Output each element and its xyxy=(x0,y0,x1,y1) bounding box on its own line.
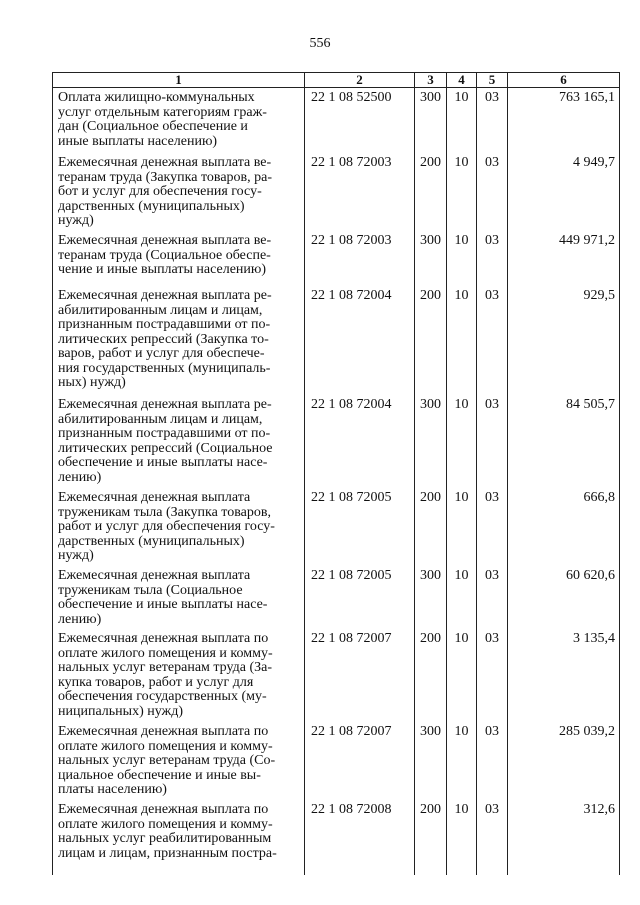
row-amount: 3 135,4 xyxy=(508,629,620,722)
description-line: циальное обеспечение и иные вы- xyxy=(58,767,261,783)
description-line: дарственных (муниципальных) xyxy=(58,198,245,214)
row-subsection: 03 xyxy=(477,722,508,800)
table-row xyxy=(53,488,620,566)
description-line: обеспечения государственных (му- xyxy=(58,689,267,704)
description-line: Ежемесячная денежная выплата по xyxy=(58,724,269,739)
description-line: ния государственных (муниципаль- xyxy=(58,360,271,376)
row-section: 10 xyxy=(447,88,477,154)
description-line: ных) нужд) xyxy=(58,375,126,390)
description-line: Оплата жилищно-коммунальных xyxy=(58,90,255,105)
description-line: признанным пострадавшими от по- xyxy=(58,426,271,441)
row-code: 22 1 08 72007 xyxy=(305,629,415,722)
description-line: Ежемесячная денежная выплата ре- xyxy=(58,397,272,412)
row-subsection: 03 xyxy=(477,566,508,629)
description-line: Ежемесячная денежная выплата по xyxy=(58,631,269,646)
description-line: Ежемесячная денежная выплата ве- xyxy=(58,233,272,248)
column-header-4: 4 xyxy=(447,73,477,88)
row-subsection: 03 xyxy=(477,286,508,395)
description-line: лению) xyxy=(58,469,102,485)
row-amount: 4 949,7 xyxy=(508,153,620,231)
row-section: 10 xyxy=(447,722,477,800)
table-row xyxy=(53,722,620,800)
row-amount: 763 165,1 xyxy=(508,88,620,154)
row-amount: 312,6 xyxy=(508,800,620,875)
description-line: услуг отдельным категориям граж- xyxy=(58,104,267,120)
description-line: теранам труда (Закупка товаров, ра- xyxy=(58,169,273,185)
description-line: обеспечение и иные выплаты насе- xyxy=(58,597,268,612)
row-code: 22 1 08 72008 xyxy=(305,800,415,875)
table-row xyxy=(53,566,620,629)
description-line: купка товаров, работ и услуг для xyxy=(58,674,254,690)
description-line: труженикам тыла (Социальное xyxy=(58,582,243,598)
description-line: нужд) xyxy=(58,548,94,563)
row-code: 22 1 08 72005 xyxy=(305,566,415,629)
page-number: 556 xyxy=(309,36,331,51)
row-amount: 60 620,6 xyxy=(508,566,620,629)
description-line: дарственных (муниципальных) xyxy=(58,533,245,549)
row-description xyxy=(53,488,305,566)
row-section: 10 xyxy=(447,286,477,395)
description-line: оплате жилого помещения и комму- xyxy=(58,738,273,754)
column-header-5: 5 xyxy=(477,73,508,88)
row-description xyxy=(53,722,305,800)
row-expense-type: 200 xyxy=(415,153,447,231)
row-subsection: 03 xyxy=(477,153,508,231)
table-header-row xyxy=(53,73,620,88)
row-subsection: 03 xyxy=(477,395,508,488)
row-section: 10 xyxy=(447,629,477,722)
table-row xyxy=(53,231,620,286)
description-line: работ и услуг для обеспечения госу- xyxy=(58,519,275,534)
description-line: нальных услуг ветеранам труда (За- xyxy=(58,660,273,675)
description-line: лению) xyxy=(58,611,102,627)
description-line: оплате жилого помещения и комму- xyxy=(58,816,273,832)
description-line: лицам и лицам, признанным постра- xyxy=(58,845,277,861)
row-amount: 449 971,2 xyxy=(508,231,620,286)
row-expense-type: 200 xyxy=(415,800,447,875)
row-amount: 929,5 xyxy=(508,286,620,395)
column-header-1: 1 xyxy=(53,73,305,88)
description-line: абилитированным лицам и лицам, xyxy=(58,302,263,318)
row-description xyxy=(53,566,305,629)
description-line: чение и иные выплаты населению) xyxy=(58,262,267,277)
table-row xyxy=(53,629,620,722)
row-expense-type: 300 xyxy=(415,722,447,800)
description-line: признанным пострадавшими от по- xyxy=(58,317,271,332)
description-line: иные выплаты населению) xyxy=(58,133,218,149)
row-description xyxy=(53,88,305,154)
row-description xyxy=(53,800,305,875)
description-line: литических репрессий (Закупка то- xyxy=(58,331,269,347)
row-subsection: 03 xyxy=(477,629,508,722)
row-code: 22 1 08 72003 xyxy=(305,153,415,231)
description-line: Ежемесячная денежная выплата ре- xyxy=(58,288,272,303)
description-line: варов, работ и услуг для обеспече- xyxy=(58,346,265,361)
description-line: Ежемесячная денежная выплата xyxy=(58,490,251,505)
row-subsection: 03 xyxy=(477,88,508,154)
column-header-3: 3 xyxy=(415,73,447,88)
row-code: 22 1 08 72004 xyxy=(305,395,415,488)
description-line: платы населению) xyxy=(58,782,167,797)
row-code: 22 1 08 72004 xyxy=(305,286,415,395)
row-section: 10 xyxy=(447,231,477,286)
table-row xyxy=(53,153,620,231)
row-description xyxy=(53,629,305,722)
row-description xyxy=(53,153,305,231)
column-header-2: 2 xyxy=(305,73,415,88)
row-description xyxy=(53,286,305,395)
description-line: Ежемесячная денежная выплата xyxy=(58,568,251,583)
description-line: обеспечение и иные выплаты насе- xyxy=(58,455,268,470)
table-row xyxy=(53,800,620,875)
row-code: 22 1 08 72007 xyxy=(305,722,415,800)
table-row xyxy=(53,286,620,395)
row-section: 10 xyxy=(447,153,477,231)
row-expense-type: 200 xyxy=(415,488,447,566)
description-line: Ежемесячная денежная выплата по xyxy=(58,802,269,817)
row-code: 22 1 08 72005 xyxy=(305,488,415,566)
row-subsection: 03 xyxy=(477,231,508,286)
row-description xyxy=(53,395,305,488)
row-expense-type: 300 xyxy=(415,395,447,488)
table-row xyxy=(53,88,620,154)
description-line: оплате жилого помещения и комму- xyxy=(58,645,273,661)
row-expense-type: 300 xyxy=(415,231,447,286)
row-code: 22 1 08 72003 xyxy=(305,231,415,286)
budget-table xyxy=(52,72,620,875)
description-line: абилитированным лицам и лицам, xyxy=(58,411,263,427)
row-section: 10 xyxy=(447,800,477,875)
row-subsection: 03 xyxy=(477,800,508,875)
row-subsection: 03 xyxy=(477,488,508,566)
description-line: Ежемесячная денежная выплата ве- xyxy=(58,155,272,170)
description-line: труженикам тыла (Закупка товаров, xyxy=(58,504,271,520)
row-amount: 84 505,7 xyxy=(508,395,620,488)
description-line: теранам труда (Социальное обеспе- xyxy=(58,247,271,263)
row-expense-type: 200 xyxy=(415,629,447,722)
description-line: дан (Социальное обеспечение и xyxy=(58,119,248,134)
row-code: 22 1 08 52500 xyxy=(305,88,415,154)
row-expense-type: 200 xyxy=(415,286,447,395)
table-body xyxy=(53,88,620,876)
description-line: нужд) xyxy=(58,213,94,228)
description-line: бот и услуг для обеспечения госу- xyxy=(58,184,262,199)
description-line: литических репрессий (Социальное xyxy=(58,440,273,456)
row-amount: 285 039,2 xyxy=(508,722,620,800)
row-expense-type: 300 xyxy=(415,566,447,629)
row-amount: 666,8 xyxy=(508,488,620,566)
table-row xyxy=(53,395,620,488)
row-section: 10 xyxy=(447,395,477,488)
row-expense-type: 300 xyxy=(415,88,447,154)
column-header-6: 6 xyxy=(508,73,620,88)
row-section: 10 xyxy=(447,488,477,566)
description-line: ниципальных) нужд) xyxy=(58,703,183,719)
description-line: нальных услуг реабилитированным xyxy=(58,831,272,846)
row-description xyxy=(53,231,305,286)
row-section: 10 xyxy=(447,566,477,629)
description-line: нальных услуг ветеранам труда (Со- xyxy=(58,753,276,768)
